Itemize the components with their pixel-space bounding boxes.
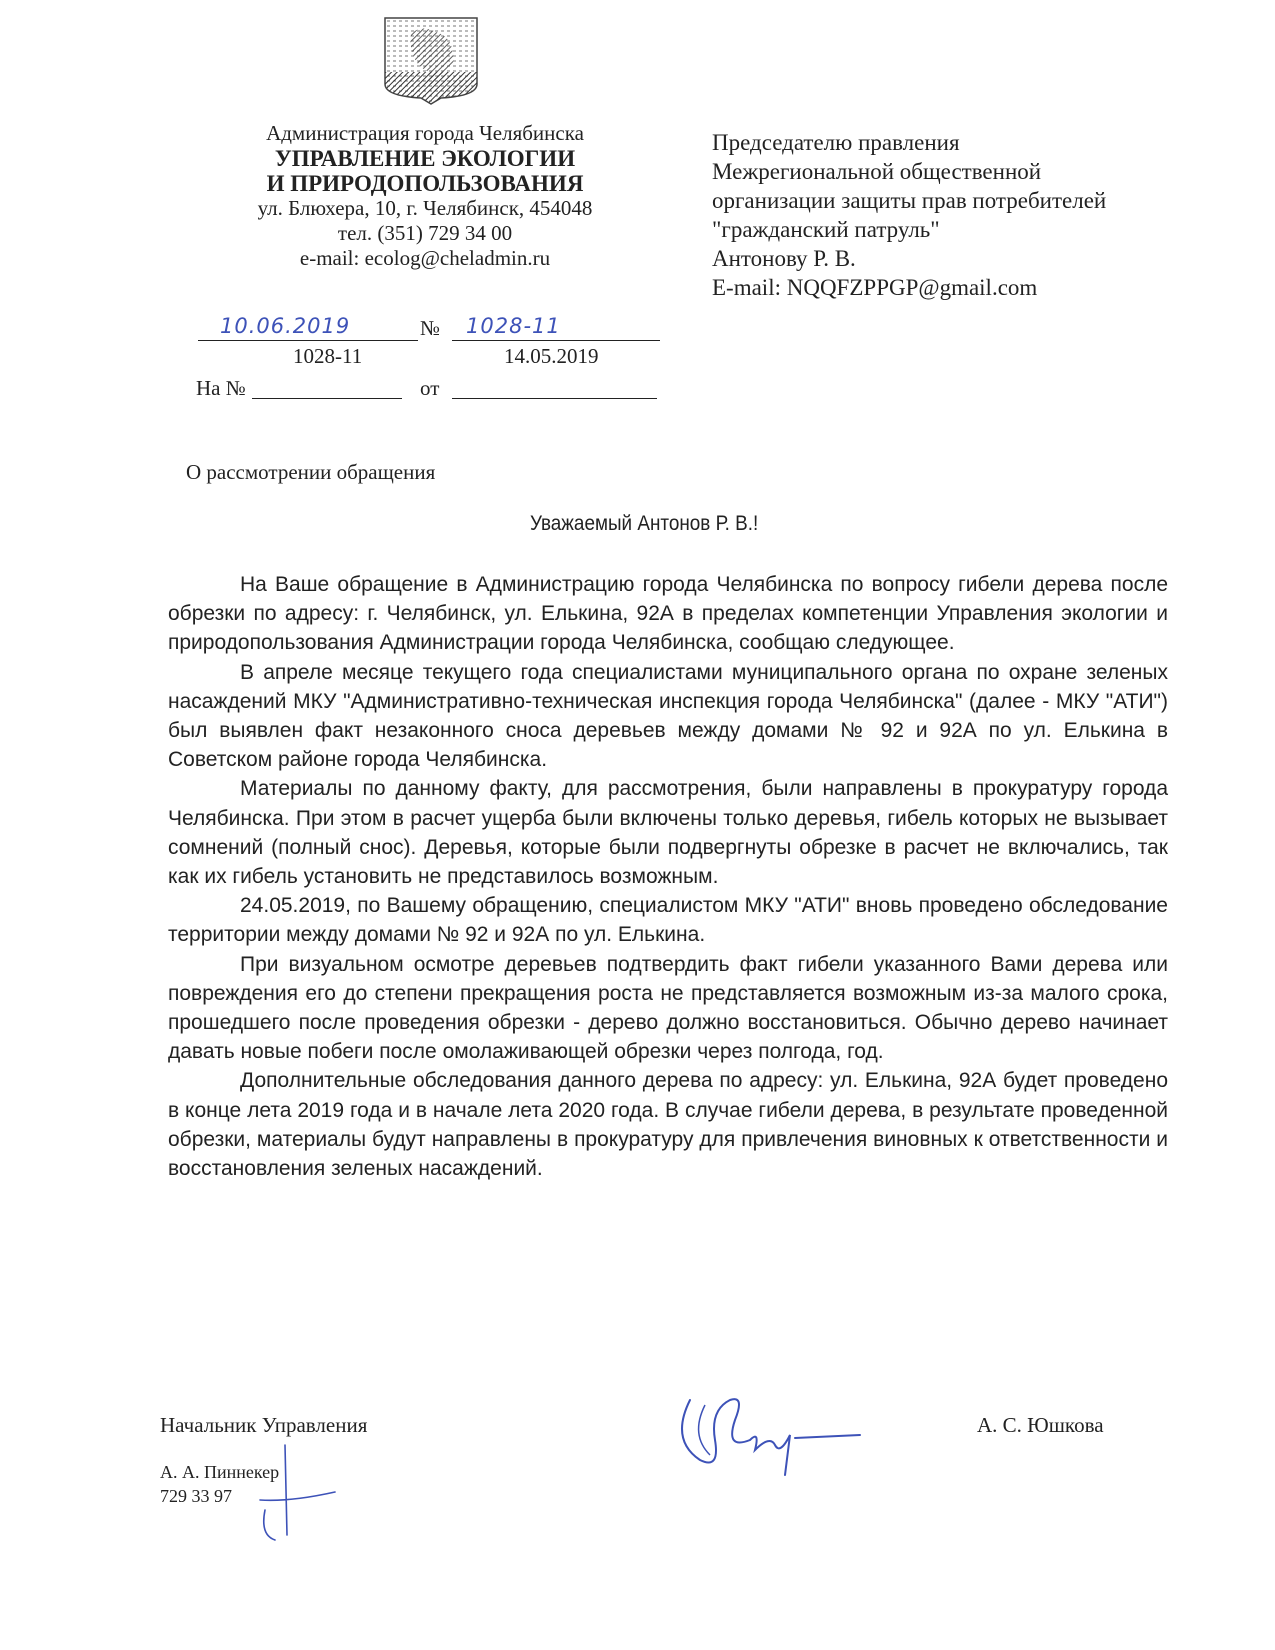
recipient-line: Председателю правления <box>712 130 960 155</box>
signatory-title: Начальник Управления <box>160 1413 368 1437</box>
coat-of-arms-icon <box>381 14 481 106</box>
handwritten-signature-icon <box>660 1380 880 1480</box>
typed-date: 14.05.2019 <box>504 344 599 368</box>
recipient-line: организации защиты прав потребителей <box>712 188 1107 213</box>
body-paragraph: При визуальном осмотре деревьев подтвердить факт гибели указанного Вами дерева или повреждения его до степени прекращения роста не представляется возможным из-за малого срока, прошедшего после проведения обрезки - дерево должно восстановиться. Обычно дерево начинает давать новые побеги после омолаживающей обрезки через полгода, год. <box>168 952 1168 1064</box>
letter-body <box>168 570 1168 1183</box>
dept-phone: тел. (351) 729 34 00 <box>337 221 513 245</box>
body-paragraph: Дополнительные обследования данного дерева по адресу: ул. Елькина, 92А будет проведено в конце лета 2019 года и в начале лета 2020 года. В случае гибели дерева, в результате проведенной обрезки, материалы будут направлены в прокуратуру для привлечения виновных к ответственности и восстановления зеленых насаждений. <box>168 1069 1168 1181</box>
outgoing-number-field <box>452 314 660 341</box>
body-paragraph: 24.05.2019, по Вашему обращению, специалистом МКУ "АТИ" вновь проведено обследование территории между домами № 92 и 92А по ул. Елькина. <box>168 894 1168 947</box>
dept-name-line2: И ПРИРОДОПОЛЬЗОВАНИЯ <box>266 171 584 196</box>
letter-subject: О рассмотрении обращения <box>186 460 436 484</box>
recipient-line: "гражданский патруль" <box>712 217 940 242</box>
body-paragraph: В апреле месяце текущего года специалистами муниципального органа по охране зеленых насаждений МКУ "Административно-техническая инспекция города Челябинска" (далее - МКУ "АТИ") был выявлен факт незаконного сноса деревьев между домами № 92 и 92А по ул. Елькина в Советском районе города Челябинска. <box>168 660 1168 772</box>
ref-date-field <box>452 378 657 399</box>
signatory-name: А. С. Юшкова <box>977 1413 1104 1437</box>
typed-number: 1028-11 <box>293 344 363 368</box>
city-admin: Администрация города Челябинска <box>266 121 584 145</box>
dept-address: ул. Блюхера, 10, г. Челябинск, 454048 <box>257 196 593 220</box>
body-paragraph: Материалы по данному факту, для рассмотрения, были направлены в прокуратуру города Челябинска. При этом в расчет ущерба были включены только деревья, гибель которых не вызывает сомнений (полный снос). Деревья, которые были подвергнуты обрезке в расчет не включались, так как их гибель установить не представилось возможным. <box>168 777 1168 889</box>
dept-name-line1: УПРАВЛЕНИЕ ЭКОЛОГИИ <box>274 146 576 171</box>
initials-mark-icon <box>240 1440 340 1550</box>
letterhead <box>205 121 645 271</box>
ref-number-label: На № <box>196 376 246 400</box>
handwritten-number: 1028-11 <box>466 314 561 338</box>
handwritten-date: 10.06.2019 <box>220 314 351 338</box>
executor-name: А. А. Пиннекер <box>160 1462 280 1482</box>
recipient-block <box>712 128 1106 302</box>
outgoing-date-field <box>198 314 418 341</box>
body-paragraph: На Ваше обращение в Администрацию города Челябинска по вопросу гибели дерева после обрезки по адресу: г. Челябинск, ул. Елькина, 92А в пределах компетенции Управления экологии и природопользования Администрации города Челябинска, сообщаю следующее. <box>168 573 1168 655</box>
number-sign: № <box>420 316 441 340</box>
dept-email: e-mail: ecolog@cheladmin.ru <box>299 246 551 270</box>
recipient-line: Межрегиональной общественной <box>712 159 1042 184</box>
salutation: Уважаемый Антонов Р. В.! <box>530 512 759 535</box>
recipient-line: Антонову Р. В. <box>712 246 856 271</box>
executor-phone: 729 33 97 <box>160 1486 232 1506</box>
ref-number-field <box>252 378 402 399</box>
recipient-email: E-mail: NQQFZPPGP@gmail.com <box>712 275 1038 300</box>
ref-from-label: от <box>420 376 440 400</box>
